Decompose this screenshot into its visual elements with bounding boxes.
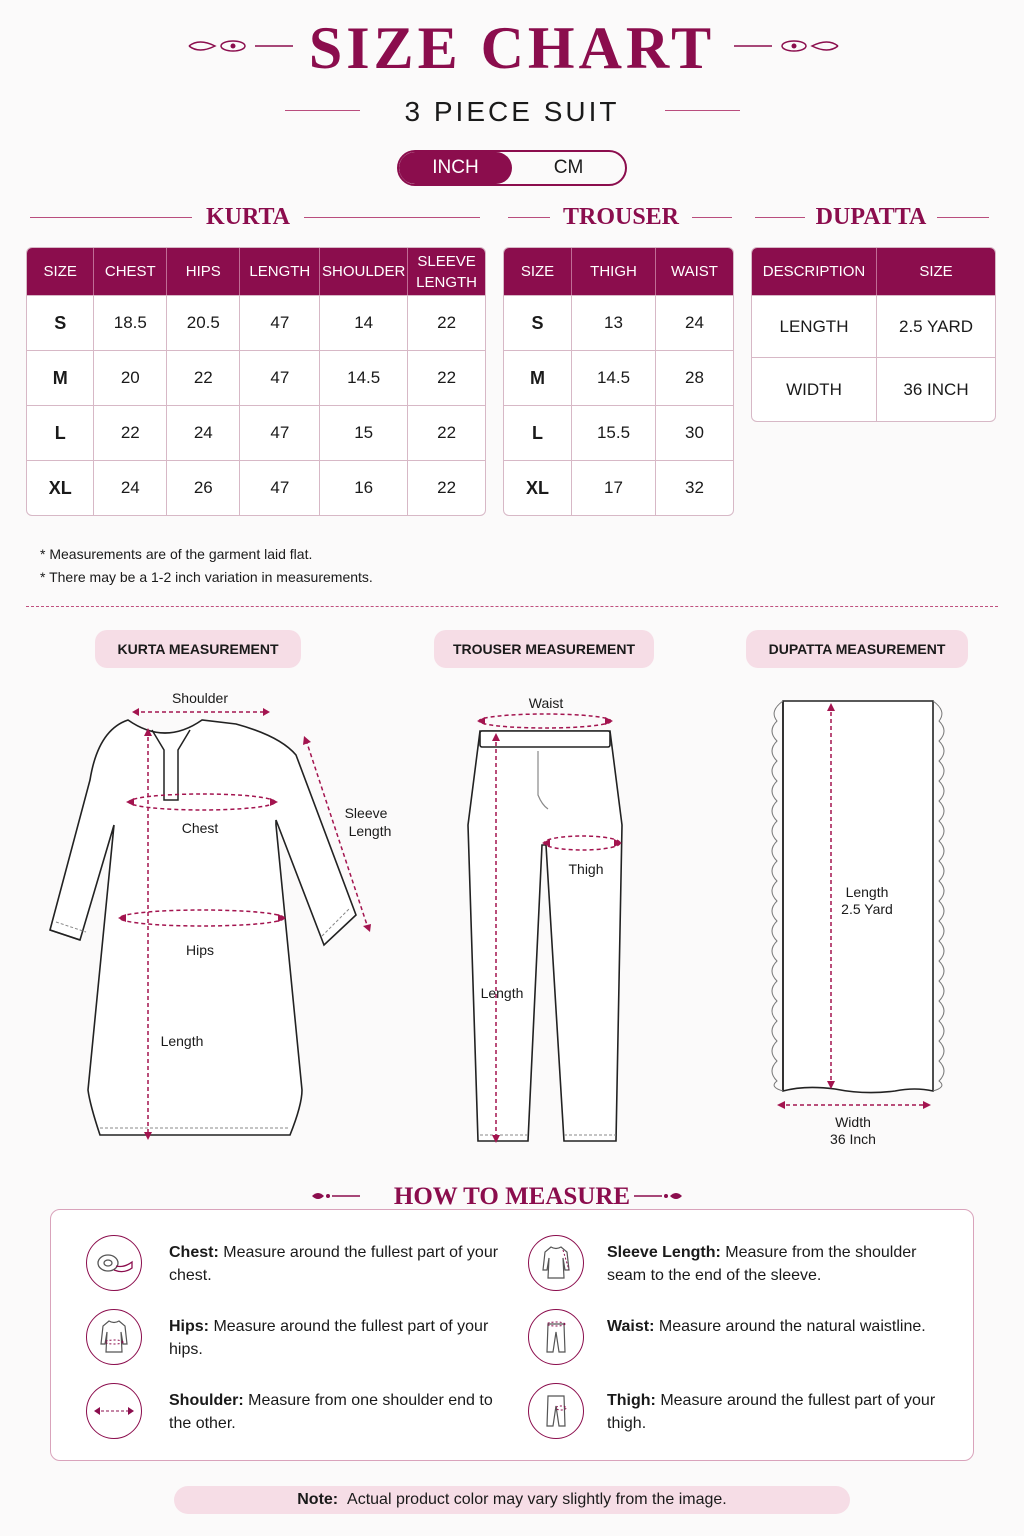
dupatta-length-label-1: Length xyxy=(845,884,889,900)
table-cell: 22 xyxy=(408,460,485,515)
note-label: Note: xyxy=(297,1491,339,1508)
table-row xyxy=(27,350,485,405)
how-text: Measure from the shoulder seam to the end of the sleeve. xyxy=(607,1244,917,1284)
table-cell: 14 xyxy=(320,295,408,350)
how-item-waist xyxy=(607,1315,947,1338)
measurement-notes xyxy=(40,543,373,589)
how-term: Thigh: xyxy=(607,1392,656,1409)
kurta-hips-icon xyxy=(86,1309,142,1365)
table-cell: 22 xyxy=(408,350,485,405)
sleeve-kurta-icon xyxy=(528,1235,584,1291)
trouser-waist-icon xyxy=(528,1309,584,1365)
table-cell: 15 xyxy=(320,405,408,460)
table-cell: 22 xyxy=(94,405,167,460)
how-item-hips xyxy=(169,1315,509,1361)
table-cell: 22 xyxy=(408,295,485,350)
table-cell: 15.5 xyxy=(572,405,656,460)
table-cell: 32 xyxy=(656,460,733,515)
table-cell: 24 xyxy=(94,460,167,515)
column-header: WAIST xyxy=(656,248,733,295)
how-text: Measure around the natural waistline. xyxy=(658,1318,926,1335)
how-term: Chest: xyxy=(169,1244,219,1261)
trouser-thigh-icon xyxy=(528,1383,584,1439)
section-divider xyxy=(26,606,998,607)
note-line: * There may be a 1-2 inch variation in measurements. xyxy=(40,569,373,585)
table-row xyxy=(27,405,485,460)
unit-toggle[interactable] xyxy=(397,150,627,186)
footer-note xyxy=(174,1486,850,1514)
trouser-size-table xyxy=(503,247,734,516)
column-header: CHEST xyxy=(94,248,167,295)
table-cell: 18.5 xyxy=(94,295,167,350)
shoulder-arrow-icon xyxy=(86,1383,142,1439)
right-ornament-icon xyxy=(632,1188,684,1204)
table-row xyxy=(27,295,485,350)
unit-cm-button[interactable]: CM xyxy=(553,157,584,178)
note-text: Actual product color may vary slightly from the image. xyxy=(347,1491,727,1508)
table-row xyxy=(504,405,733,460)
table-cell: 36 INCH xyxy=(877,357,995,421)
table-cell: LENGTH xyxy=(752,295,877,357)
how-text: Measure around the fullest part of your hips. xyxy=(169,1318,489,1358)
dupatta-heading: DUPATTA xyxy=(815,204,927,230)
dupatta-length-label-2: 2.5 Yard xyxy=(841,901,893,917)
tape-measure-icon xyxy=(86,1235,142,1291)
unit-inch-button[interactable]: INCH xyxy=(399,152,512,184)
table-cell: 20.5 xyxy=(167,295,240,350)
column-header: SIZE xyxy=(877,248,995,295)
table-cell: 47 xyxy=(240,405,320,460)
how-term: Shoulder: xyxy=(169,1392,244,1409)
table-row xyxy=(27,460,485,515)
table-cell: 13 xyxy=(572,295,656,350)
how-term: Sleeve Length: xyxy=(607,1244,721,1261)
table-cell: 47 xyxy=(240,350,320,405)
table-cell: 22 xyxy=(408,405,485,460)
trouser-heading: TROUSER xyxy=(562,204,680,230)
sleeve-label-line-2: Length xyxy=(348,823,392,839)
chest-label: Chest xyxy=(181,820,219,836)
how-item-chest xyxy=(169,1241,509,1287)
size-cell: XL xyxy=(504,460,572,515)
table-row xyxy=(752,357,995,421)
size-cell: M xyxy=(27,350,94,405)
kurta-size-table xyxy=(26,247,486,516)
how-text: Measure around the fullest part of your chest. xyxy=(169,1244,499,1284)
size-cell: M xyxy=(504,350,572,405)
table-cell: 16 xyxy=(320,460,408,515)
kurta-diagram xyxy=(40,700,380,1150)
how-item-shoulder xyxy=(169,1389,509,1435)
table-cell: 28 xyxy=(656,350,733,405)
page-title: SIZE CHART xyxy=(308,15,716,81)
table-row xyxy=(504,350,733,405)
dupatta-measurement-label: DUPATTA MEASUREMENT xyxy=(746,630,968,668)
page-subtitle: 3 PIECE SUIT xyxy=(404,96,620,127)
column-header: THIGH xyxy=(572,248,656,295)
table-cell: 14.5 xyxy=(320,350,408,405)
how-text: Measure around the fullest part of your thigh. xyxy=(607,1392,936,1432)
table-cell: 47 xyxy=(240,295,320,350)
kurta-length-label: Length xyxy=(160,1033,204,1049)
column-header: SIZE xyxy=(27,248,94,295)
trouser-diagram xyxy=(460,705,640,1150)
table-cell: WIDTH xyxy=(752,357,877,421)
column-header: HIPS xyxy=(167,248,240,295)
table-cell: 24 xyxy=(167,405,240,460)
sleeve-label-line-1: Sleeve xyxy=(344,805,388,821)
table-row xyxy=(752,295,995,357)
dupatta-size-table xyxy=(751,247,996,422)
size-cell: S xyxy=(27,295,94,350)
dupatta-width-label-2: 36 Inch xyxy=(830,1131,876,1147)
how-term: Hips: xyxy=(169,1318,209,1335)
table-cell: 30 xyxy=(656,405,733,460)
how-to-measure-title: HOW TO MEASURE xyxy=(393,1183,631,1210)
dupatta-width-label-1: Width xyxy=(835,1114,871,1130)
table-cell: 20 xyxy=(94,350,167,405)
column-header: SIZE xyxy=(504,248,572,295)
how-item-thigh xyxy=(607,1389,947,1435)
right-ornament-icon xyxy=(732,36,842,56)
waist-label: Waist xyxy=(528,695,564,711)
size-cell: XL xyxy=(27,460,94,515)
column-header: DESCRIPTION xyxy=(752,248,877,295)
table-cell: 47 xyxy=(240,460,320,515)
size-cell: L xyxy=(27,405,94,460)
table-cell: 14.5 xyxy=(572,350,656,405)
column-header: SHOULDER xyxy=(320,248,408,295)
kurta-heading: KURTA xyxy=(205,204,291,230)
how-text: Measure from one shoulder end to the other. xyxy=(169,1392,493,1432)
trouser-measurement-label: TROUSER MEASUREMENT xyxy=(434,630,654,668)
how-term: Waist: xyxy=(607,1318,655,1335)
size-cell: S xyxy=(504,295,572,350)
table-row xyxy=(504,460,733,515)
column-header: SLEEVE LENGTH xyxy=(408,248,485,295)
table-cell: 2.5 YARD xyxy=(877,295,995,357)
hips-label: Hips xyxy=(185,942,214,958)
shoulder-label: Shoulder xyxy=(171,690,229,706)
note-line: * Measurements are of the garment laid flat. xyxy=(40,546,313,562)
table-cell: 17 xyxy=(572,460,656,515)
table-cell: 22 xyxy=(167,350,240,405)
size-cell: L xyxy=(504,405,572,460)
table-cell: 24 xyxy=(656,295,733,350)
trouser-length-label: Length xyxy=(480,985,524,1001)
kurta-measurement-label: KURTA MEASUREMENT xyxy=(95,630,301,668)
table-row xyxy=(504,295,733,350)
column-header: LENGTH xyxy=(240,248,320,295)
table-cell: 26 xyxy=(167,460,240,515)
thigh-label: Thigh xyxy=(568,861,604,877)
how-item-sleeve xyxy=(607,1241,947,1287)
